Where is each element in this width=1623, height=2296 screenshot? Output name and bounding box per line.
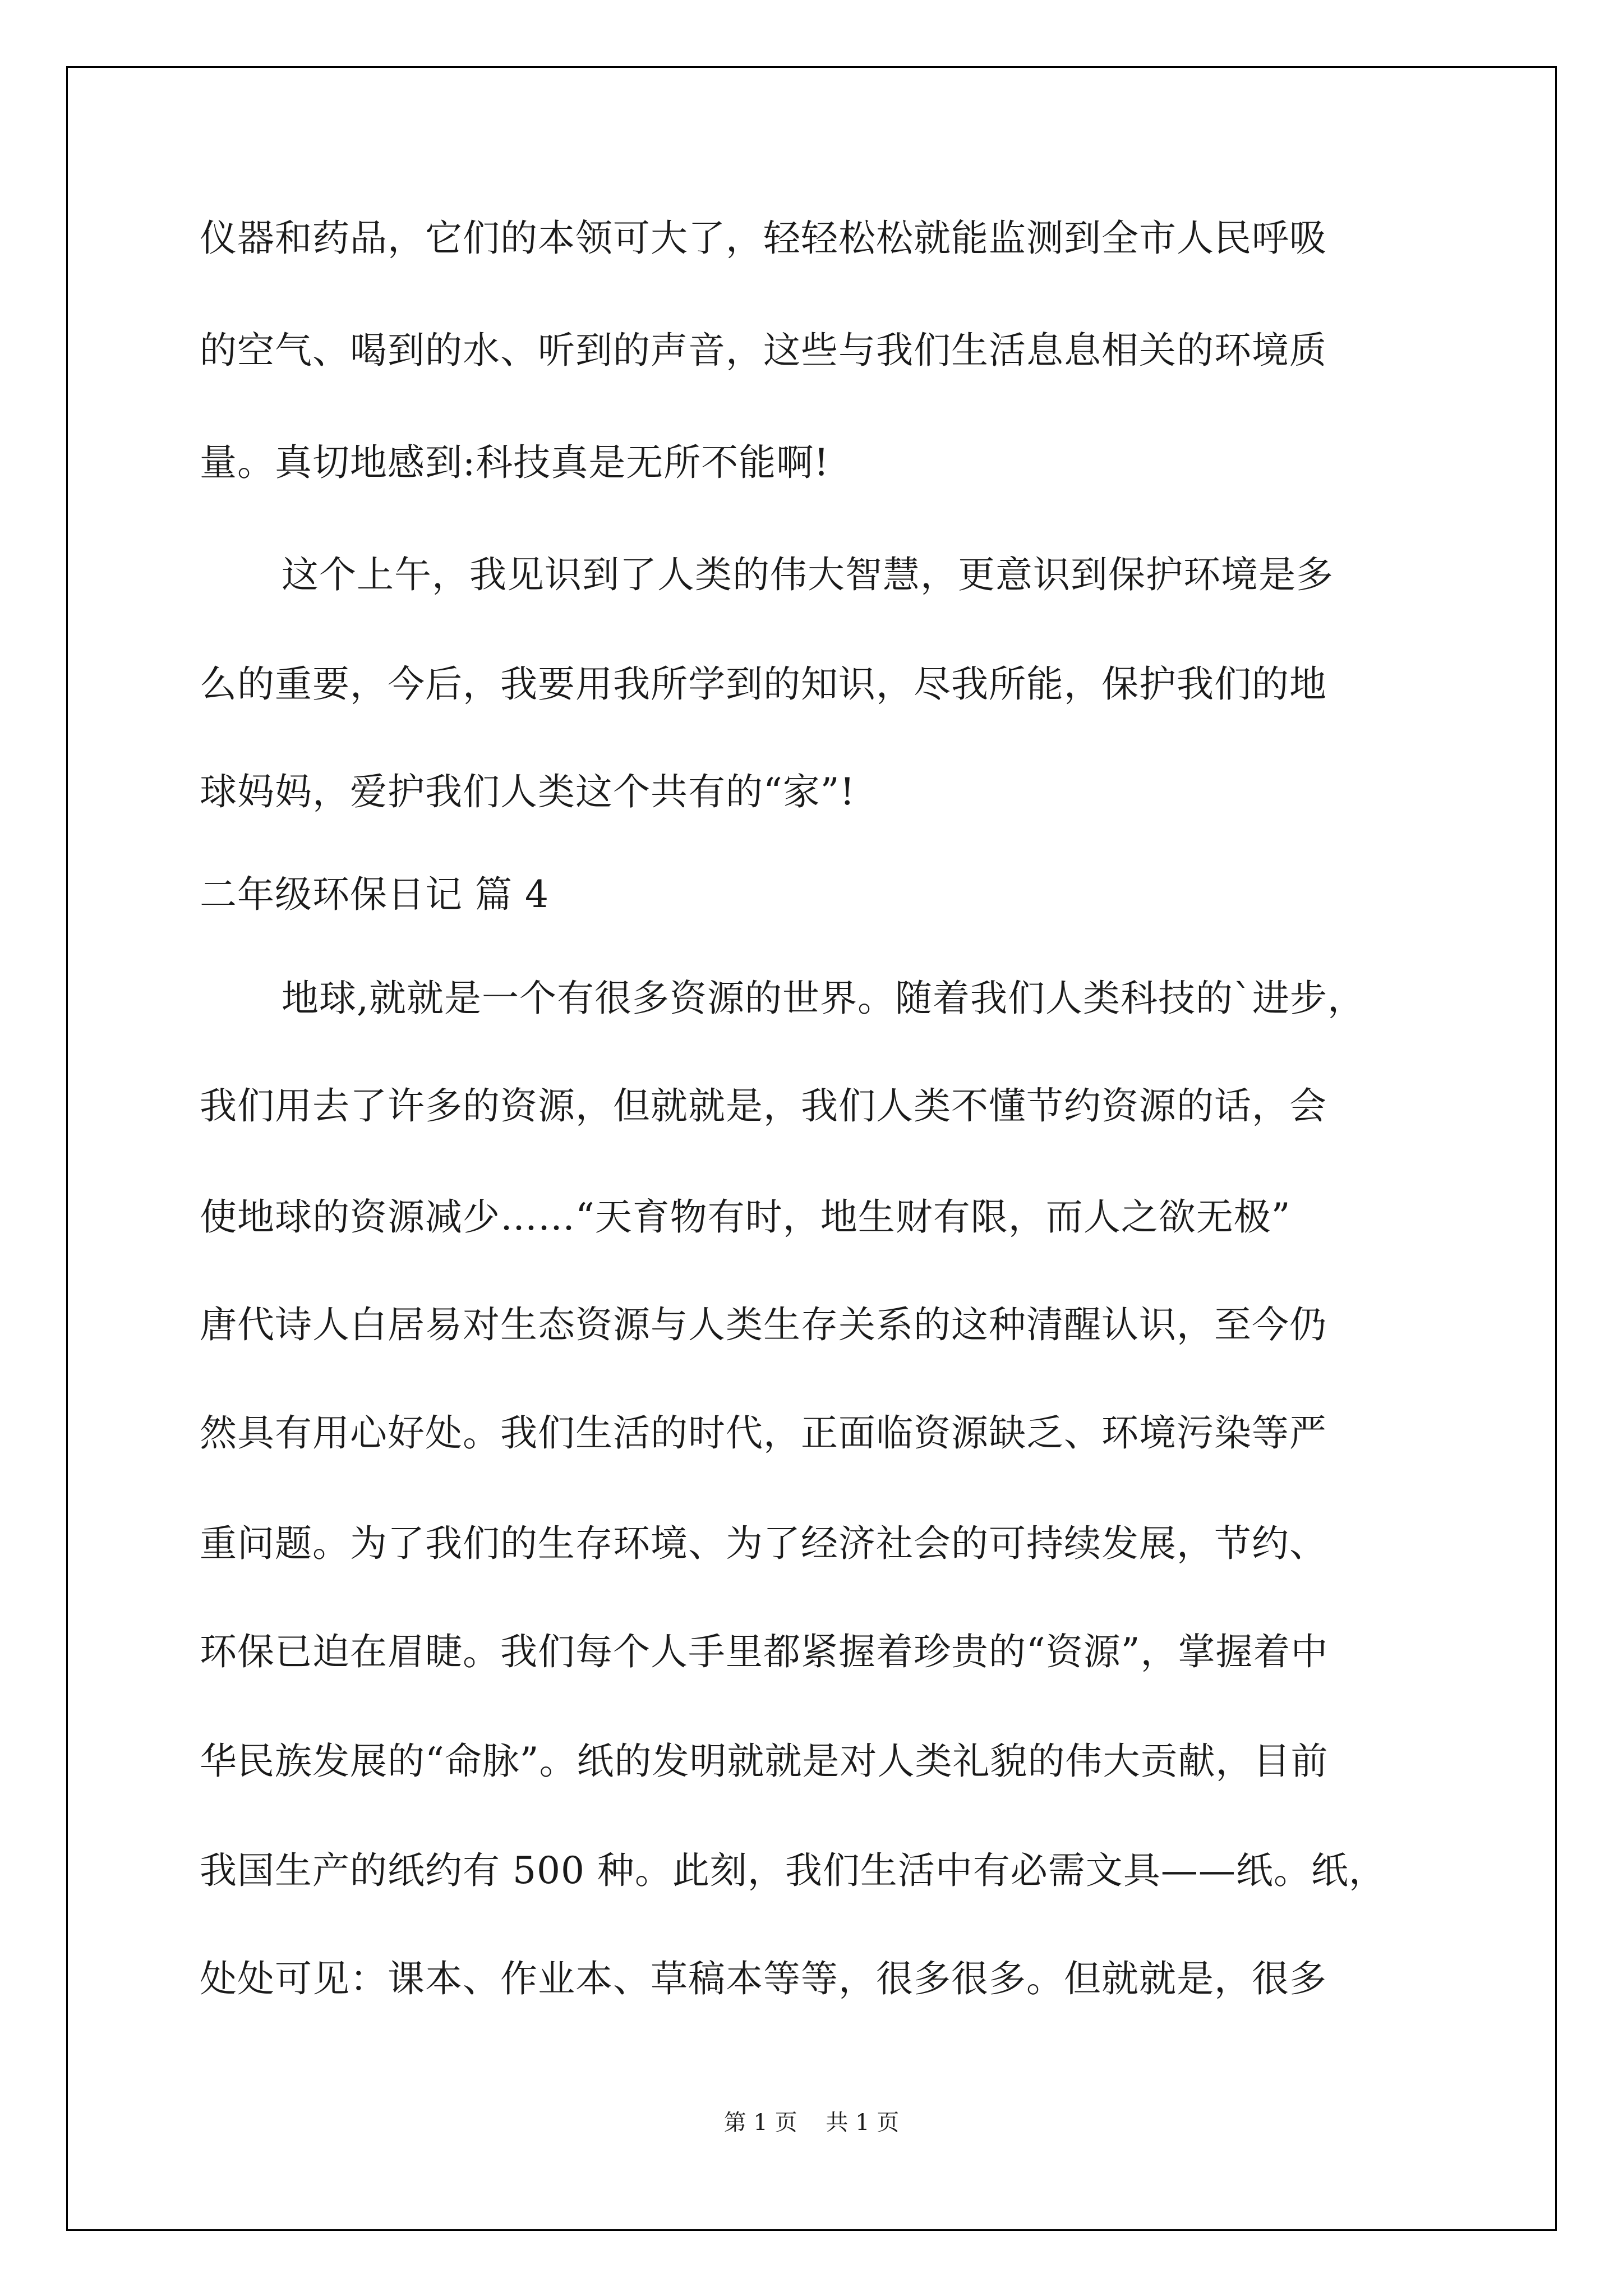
paragraph-line: 我国生产的纸约有 500 种。此刻，我们生活中有必需文具——纸。纸， (200, 1849, 1386, 1892)
paragraph-line: 唐代诗人白居易对生态资源与人类生存关系的这种清醒认识，至今仍 (200, 1303, 1327, 1346)
paragraph-line: 球妈妈，爱护我们人类这个共有的“家”! (200, 770, 856, 813)
paragraph-line: 我们用去了许多的资源，但就就是，我们人类不懂节约资源的话，会 (200, 1084, 1327, 1128)
section-heading: 二年级环保日记 篇 4 (200, 873, 549, 916)
paragraph-line: 重问题。为了我们的生存环境、为了经济社会的可持续发展，节约、 (200, 1522, 1327, 1565)
paragraph-line: 华民族发展的“命脉”。纸的发明就就是对人类礼貌的伟大贡献，目前 (200, 1740, 1329, 1783)
paragraph-line: 使地球的资源减少……“天育物有时，地生财有限，而人之欲无极” (200, 1195, 1291, 1239)
paragraph-line: 仪器和药品，它们的本领可大了，轻轻松松就能监测到全市人民呼吸 (200, 217, 1327, 260)
paragraph-line: 然具有用心好处。我们生活的时代，正面临资源缺乏、环境污染等严 (200, 1411, 1327, 1455)
paragraph-line: 么的重要，今后，我要用我所学到的知识，尽我所能，保护我们的地 (200, 662, 1327, 706)
paragraph-line: 处处可见：课本、作业本、草稿本等等，很多很多。但就就是，很多 (200, 1957, 1327, 2000)
page-border (66, 66, 1557, 2231)
paragraph-line: 环保已迫在眉睫。我们每个人手里都紧握着珍贵的“资源”，掌握着中 (200, 1630, 1329, 1673)
paragraph-line: 这个上午，我见识到了人类的伟大智慧，更意识到保护环境是多 (282, 553, 1334, 596)
paragraph-line: 地球,就就是一个有很多资源的世界。随着我们人类科技的`进步， (282, 977, 1365, 1020)
paragraph-line: 的空气、喝到的水、听到的声音，这些与我们生活息息相关的环境质 (200, 329, 1327, 372)
page-number-footer: 第 1 页 共 1 页 (723, 2110, 900, 2136)
paragraph-line: 量。真切地感到:科技真是无所不能啊! (200, 441, 829, 484)
